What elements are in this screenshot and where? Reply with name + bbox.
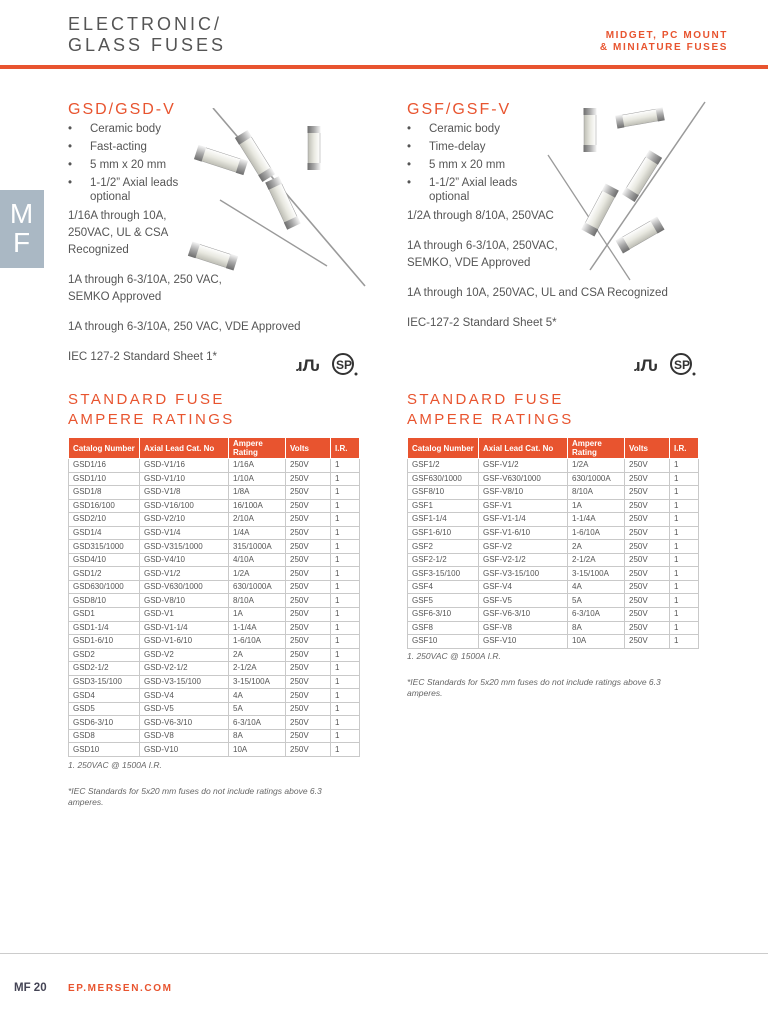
col-axial-lead: Axial Lead Cat. No (479, 438, 568, 459)
gsd-feature: • Fast-acting (68, 140, 218, 154)
ir-cell: 1 (670, 608, 699, 622)
ir-cell: 1 (331, 608, 360, 622)
catalog-number-cell: GSF8/10 (408, 486, 479, 500)
ampere-rating-cell: 2A (568, 540, 625, 554)
page-number: MF 20 (14, 982, 47, 994)
axial-lead-cell: GSD-V8/10 (140, 594, 229, 608)
ir-cell: 1 (670, 567, 699, 581)
table-row (69, 743, 360, 757)
catalog-number-cell: GSD10 (69, 743, 140, 757)
table-row (69, 499, 360, 513)
volts-cell: 250V (286, 675, 331, 689)
table-row (408, 594, 699, 608)
catalog-number-cell: GSD2-1/2 (69, 662, 140, 676)
col-ampere-rating: Ampere Rating (568, 438, 625, 459)
ir-cell: 1 (331, 540, 360, 554)
ir-cell: 1 (670, 635, 699, 649)
ir-cell: 1 (331, 594, 360, 608)
axial-lead-cell: GSF-V3-15/100 (479, 567, 568, 581)
gsf-ratings-title-line1: STANDARD FUSE (407, 391, 564, 408)
table-row (69, 513, 360, 527)
axial-lead-cell: GSD-V2-1/2 (140, 662, 229, 676)
volts-cell: 250V (286, 513, 331, 527)
table-row (69, 567, 360, 581)
table-row (69, 540, 360, 554)
catalog-number-cell: GSF8 (408, 621, 479, 635)
volts-cell: 250V (286, 459, 331, 473)
table-row (69, 526, 360, 540)
axial-lead-cell: GSD-V6-3/10 (140, 716, 229, 730)
table-row (408, 580, 699, 594)
volts-cell: 250V (286, 486, 331, 500)
ir-cell: 1 (331, 689, 360, 703)
ir-cell: 1 (670, 540, 699, 554)
table-row (408, 526, 699, 540)
gsd-certification-logos (296, 352, 362, 378)
volts-cell: 250V (286, 648, 331, 662)
table-row (69, 716, 360, 730)
volts-cell: 250V (286, 540, 331, 554)
gsd-fuse-image (185, 108, 370, 293)
section-tab (0, 190, 44, 268)
ampere-rating-cell: 4A (568, 580, 625, 594)
ir-cell: 1 (331, 743, 360, 757)
ir-cell: 1 (331, 526, 360, 540)
gsf-note-iec: *IEC Standards for 5x20 mm fuses do not include ratings above 6.3 amperes. (407, 677, 661, 698)
col-axial-lead: Axial Lead Cat. No (140, 438, 229, 459)
gsf-ratings-title (407, 390, 574, 430)
table-row (69, 689, 360, 703)
ampere-rating-cell: 1-1/4A (568, 513, 625, 527)
ir-cell: 1 (331, 635, 360, 649)
gsf-title: GSF/GSF-V (407, 101, 512, 118)
catalog-number-cell: GSF1 (408, 499, 479, 513)
table-row (408, 486, 699, 500)
volts-cell: 250V (625, 486, 670, 500)
ampere-rating-cell: 8/10A (229, 594, 286, 608)
ampere-rating-cell: 16/100A (229, 499, 286, 513)
ir-cell: 1 (670, 499, 699, 513)
ampere-rating-cell: 1/2A (568, 459, 625, 473)
volts-cell: 250V (625, 540, 670, 554)
axial-lead-cell: GSD-V630/1000 (140, 580, 229, 594)
axial-lead-cell: GSF-V1-6/10 (479, 526, 568, 540)
ir-cell: 1 (331, 648, 360, 662)
ampere-rating-cell: 1/2A (229, 567, 286, 581)
gsd-ratings-table (68, 437, 360, 757)
catalog-number-cell: GSF10 (408, 635, 479, 649)
catalog-number-cell: GSF630/1000 (408, 472, 479, 486)
volts-cell: 250V (625, 513, 670, 527)
catalog-number-cell: GSD1-6/10 (69, 635, 140, 649)
catalog-number-cell: GSD6-3/10 (69, 716, 140, 730)
volts-cell: 250V (286, 702, 331, 716)
table-row (408, 472, 699, 486)
volts-cell: 250V (286, 716, 331, 730)
col-volts: Volts (286, 438, 331, 459)
category-line2: & MINIATURE FUSES (599, 42, 728, 53)
gsf-feature: • Ceramic body (407, 122, 557, 136)
table-header-row (69, 438, 360, 459)
category-label (600, 30, 728, 54)
gsd-approval-ul-csa: 1/16A through 10A, 250VAC, UL & CSA Recognized (68, 210, 168, 256)
catalog-number-cell: GSF5 (408, 594, 479, 608)
gsf-certification-logos (634, 352, 700, 378)
ir-cell: 1 (331, 662, 360, 676)
ir-cell: 1 (331, 472, 360, 486)
page-title-line1: ELECTRONIC/ (68, 14, 223, 34)
volts-cell: 250V (286, 608, 331, 622)
gsd-approval-semko: 1A through 6-3/10A, 250 VAC, SEMKO Approved (68, 274, 222, 303)
page-title-line2: GLASS FUSES (68, 35, 227, 55)
ir-cell: 1 (331, 567, 360, 581)
axial-lead-cell: GSD-V1/10 (140, 472, 229, 486)
gsd-approval-vde: 1A through 6-3/10A, 250 VAC, VDE Approved (68, 321, 301, 333)
col-catalog-number: Catalog Number (69, 438, 140, 459)
csa-icon: SP (336, 358, 353, 372)
catalog-number-cell: GSD2 (69, 648, 140, 662)
catalog-number-cell: GSD4/10 (69, 553, 140, 567)
table-row (69, 662, 360, 676)
axial-lead-cell: GSD-V315/1000 (140, 540, 229, 554)
ampere-rating-cell: 4A (229, 689, 286, 703)
catalog-number-cell: GSD1/16 (69, 459, 140, 473)
volts-cell: 250V (286, 662, 331, 676)
axial-lead-cell: GSD-V1 (140, 608, 229, 622)
gsf-ratings-table (407, 437, 699, 649)
catalog-number-cell: GSD630/1000 (69, 580, 140, 594)
ampere-rating-cell: 4/10A (229, 553, 286, 567)
gsf-approval-semko-vde: 1A through 6-3/10A, 250VAC, SEMKO, VDE Approved (407, 240, 558, 269)
catalog-number-cell: GSD1 (69, 608, 140, 622)
gsd-feature: • 1-1/2” Axial leads optional (68, 176, 198, 204)
ampere-rating-cell: 3-15/100A (229, 675, 286, 689)
ul-recognized-icon: ɹԈ (634, 356, 658, 375)
axial-lead-cell: GSF-V1 (479, 499, 568, 513)
ampere-rating-cell: 315/1000A (229, 540, 286, 554)
ir-cell: 1 (670, 486, 699, 500)
gsf-iec-standard: IEC-127-2 Standard Sheet 5* (407, 317, 557, 329)
ir-cell: 1 (331, 729, 360, 743)
axial-lead-cell: GSD-V3-15/100 (140, 675, 229, 689)
table-row (69, 702, 360, 716)
ampere-rating-cell: 1-6/10A (568, 526, 625, 540)
ampere-rating-cell: 2/10A (229, 513, 286, 527)
catalog-number-cell: GSD3-15/100 (69, 675, 140, 689)
ampere-rating-cell: 1-6/10A (229, 635, 286, 649)
gsf-feature: • Time-delay (407, 140, 557, 154)
gsf-feature: • 5 mm x 20 mm (407, 158, 557, 172)
catalog-number-cell: GSF3-15/100 (408, 567, 479, 581)
ampere-rating-cell: 5A (229, 702, 286, 716)
ampere-rating-cell: 1-1/4A (229, 621, 286, 635)
ampere-rating-cell: 10A (229, 743, 286, 757)
axial-lead-cell: GSF-V8/10 (479, 486, 568, 500)
ir-cell: 1 (670, 472, 699, 486)
gsd-ratings-title-line2: AMPERE RATINGS (68, 411, 235, 428)
catalog-number-cell: GSD4 (69, 689, 140, 703)
axial-lead-cell: GSD-V16/100 (140, 499, 229, 513)
gsf-feature: • 1-1/2” Axial leads optional (407, 176, 537, 204)
ir-cell: 1 (331, 499, 360, 513)
ir-cell: 1 (670, 594, 699, 608)
volts-cell: 250V (286, 499, 331, 513)
catalog-number-cell: GSF1-1/4 (408, 513, 479, 527)
ir-cell: 1 (670, 580, 699, 594)
ampere-rating-cell: 1/8A (229, 486, 286, 500)
col-volts: Volts (625, 438, 670, 459)
volts-cell: 250V (286, 635, 331, 649)
catalog-number-cell: GSD1/8 (69, 486, 140, 500)
volts-cell: 250V (625, 553, 670, 567)
gsd-iec-standard: IEC 127-2 Standard Sheet 1* (68, 351, 217, 363)
gsd-note-ir: 1. 250VAC @ 1500A I.R. (68, 760, 162, 770)
ir-cell: 1 (670, 526, 699, 540)
ampere-rating-cell: 3-15/100A (568, 567, 625, 581)
volts-cell: 250V (625, 499, 670, 513)
ampere-rating-cell: 10A (568, 635, 625, 649)
table-row (408, 553, 699, 567)
axial-lead-cell: GSD-V10 (140, 743, 229, 757)
ampere-rating-cell: 1A (229, 608, 286, 622)
axial-lead-cell: GSF-V2 (479, 540, 568, 554)
axial-lead-cell: GSD-V5 (140, 702, 229, 716)
ampere-rating-cell: 630/1000A (568, 472, 625, 486)
gsd-feature: • 5 mm x 20 mm (68, 158, 218, 172)
catalog-number-cell: GSF6-3/10 (408, 608, 479, 622)
table-row (408, 513, 699, 527)
gsd-note-iec: *IEC Standards for 5x20 mm fuses do not include ratings above 6.3 amperes. (68, 786, 322, 807)
catalog-number-cell: GSD5 (69, 702, 140, 716)
category-line1: MIDGET, PC MOUNT (605, 30, 728, 41)
ampere-rating-cell: 5A (568, 594, 625, 608)
catalog-number-cell: GSF1-6/10 (408, 526, 479, 540)
axial-lead-cell: GSF-V630/1000 (479, 472, 568, 486)
axial-lead-cell: GSF-V10 (479, 635, 568, 649)
col-ir: I.R. (331, 438, 360, 459)
gsf-fuse-image (520, 100, 710, 285)
ampere-rating-cell: 630/1000A (229, 580, 286, 594)
axial-lead-cell: GSD-V4 (140, 689, 229, 703)
axial-lead-cell: GSD-V8 (140, 729, 229, 743)
catalog-number-cell: GSF4 (408, 580, 479, 594)
table-row (69, 594, 360, 608)
ir-cell: 1 (331, 580, 360, 594)
ampere-rating-cell: 1/10A (229, 472, 286, 486)
volts-cell: 250V (286, 580, 331, 594)
catalog-number-cell: GSD2/10 (69, 513, 140, 527)
table-row (408, 540, 699, 554)
catalog-number-cell: GSF2-1/2 (408, 553, 479, 567)
ir-cell: 1 (331, 716, 360, 730)
volts-cell: 250V (286, 621, 331, 635)
section-tab-letter-1: M (9, 198, 35, 229)
table-row (69, 472, 360, 486)
ir-cell: 1 (670, 553, 699, 567)
ampere-rating-cell: 6-3/10A (229, 716, 286, 730)
volts-cell: 250V (286, 689, 331, 703)
page-title (68, 14, 226, 56)
axial-lead-cell: GSD-V1/4 (140, 526, 229, 540)
volts-cell: 250V (625, 472, 670, 486)
ampere-rating-cell: 8A (568, 621, 625, 635)
table-row (69, 459, 360, 473)
gsd-title: GSD/GSD-V (68, 101, 176, 118)
col-ampere-rating: Ampere Rating (229, 438, 286, 459)
catalog-number-cell: GSD1/4 (69, 526, 140, 540)
section-tab-letter-2: F (12, 227, 32, 258)
volts-cell: 250V (286, 553, 331, 567)
ampere-rating-cell: 1/16A (229, 459, 286, 473)
catalog-number-cell: GSD8/10 (69, 594, 140, 608)
axial-lead-cell: GSF-V6-3/10 (479, 608, 568, 622)
ir-cell: 1 (670, 513, 699, 527)
catalog-number-cell: GSD16/100 (69, 499, 140, 513)
table-header-row (408, 438, 699, 459)
axial-lead-cell: GSF-V5 (479, 594, 568, 608)
axial-lead-cell: GSF-V1-1/4 (479, 513, 568, 527)
catalog-number-cell: GSF2 (408, 540, 479, 554)
catalog-number-cell: GSD1-1/4 (69, 621, 140, 635)
table-row (69, 675, 360, 689)
ampere-rating-cell: 2-1/2A (568, 553, 625, 567)
table-row (69, 608, 360, 622)
catalog-number-cell: GSD315/1000 (69, 540, 140, 554)
volts-cell: 250V (625, 635, 670, 649)
axial-lead-cell: GSF-V2-1/2 (479, 553, 568, 567)
volts-cell: 250V (286, 743, 331, 757)
axial-lead-cell: GSD-V1-6/10 (140, 635, 229, 649)
table-row (408, 608, 699, 622)
header-divider (0, 65, 768, 69)
axial-lead-cell: GSD-V2 (140, 648, 229, 662)
ir-cell: 1 (331, 513, 360, 527)
gsd-ratings-title-line1: STANDARD FUSE (68, 391, 225, 408)
ir-cell: 1 (670, 621, 699, 635)
ampere-rating-cell: 8A (229, 729, 286, 743)
ampere-rating-cell: 8/10A (568, 486, 625, 500)
volts-cell: 250V (625, 567, 670, 581)
catalog-number-cell: GSD1/2 (69, 567, 140, 581)
table-row (69, 648, 360, 662)
table-row (69, 553, 360, 567)
ampere-rating-cell: 1A (568, 499, 625, 513)
table-row (69, 580, 360, 594)
ir-cell: 1 (331, 459, 360, 473)
table-row (69, 729, 360, 743)
volts-cell: 250V (625, 459, 670, 473)
volts-cell: 250V (286, 567, 331, 581)
ampere-rating-cell: 1/4A (229, 526, 286, 540)
ampere-rating-cell: 2A (229, 648, 286, 662)
volts-cell: 250V (286, 526, 331, 540)
volts-cell: 250V (625, 621, 670, 635)
col-ir: I.R. (670, 438, 699, 459)
table-row (408, 499, 699, 513)
volts-cell: 250V (286, 729, 331, 743)
volts-cell: 250V (625, 608, 670, 622)
table-row (408, 635, 699, 649)
footer-divider (0, 953, 768, 954)
axial-lead-cell: GSD-V4/10 (140, 553, 229, 567)
table-row (69, 621, 360, 635)
ir-cell: 1 (670, 459, 699, 473)
ir-cell: 1 (331, 553, 360, 567)
volts-cell: 250V (286, 472, 331, 486)
gsd-ratings-title (68, 390, 235, 430)
axial-lead-cell: GSD-V2/10 (140, 513, 229, 527)
table-row (408, 567, 699, 581)
table-row (408, 459, 699, 473)
ir-cell: 1 (331, 486, 360, 500)
table-row (69, 486, 360, 500)
volts-cell: 250V (625, 594, 670, 608)
gsf-rating-range: 1/2A through 8/10A, 250VAC (407, 210, 554, 222)
ampere-rating-cell: 6-3/10A (568, 608, 625, 622)
table-row (69, 635, 360, 649)
table-row (408, 621, 699, 635)
ul-recognized-icon: ɹԈ (296, 356, 320, 375)
gsf-ratings-title-line2: AMPERE RATINGS (407, 411, 574, 428)
axial-lead-cell: GSF-V8 (479, 621, 568, 635)
catalog-number-cell: GSD1/10 (69, 472, 140, 486)
volts-cell: 250V (286, 594, 331, 608)
axial-lead-cell: GSF-V4 (479, 580, 568, 594)
volts-cell: 250V (625, 526, 670, 540)
catalog-number-cell: GSF1/2 (408, 459, 479, 473)
axial-lead-cell: GSD-V1/8 (140, 486, 229, 500)
ampere-rating-cell: 2-1/2A (229, 662, 286, 676)
ir-cell: 1 (331, 675, 360, 689)
axial-lead-cell: GSD-V1-1/4 (140, 621, 229, 635)
catalog-number-cell: GSD8 (69, 729, 140, 743)
volts-cell: 250V (625, 580, 670, 594)
ir-cell: 1 (331, 702, 360, 716)
gsf-note-ir: 1. 250VAC @ 1500A I.R. (407, 651, 501, 661)
axial-lead-cell: GSD-V1/16 (140, 459, 229, 473)
ir-cell: 1 (331, 621, 360, 635)
axial-lead-cell: GSD-V1/2 (140, 567, 229, 581)
gsf-approval-ul-csa: 1A through 10A, 250VAC, UL and CSA Recognized (407, 287, 668, 299)
col-catalog-number: Catalog Number (408, 438, 479, 459)
csa-icon: SP (674, 358, 691, 372)
axial-lead-cell: GSF-V1/2 (479, 459, 568, 473)
website-link[interactable]: EP.MERSEN.COM (68, 983, 173, 994)
gsd-feature: • Ceramic body (68, 122, 218, 136)
